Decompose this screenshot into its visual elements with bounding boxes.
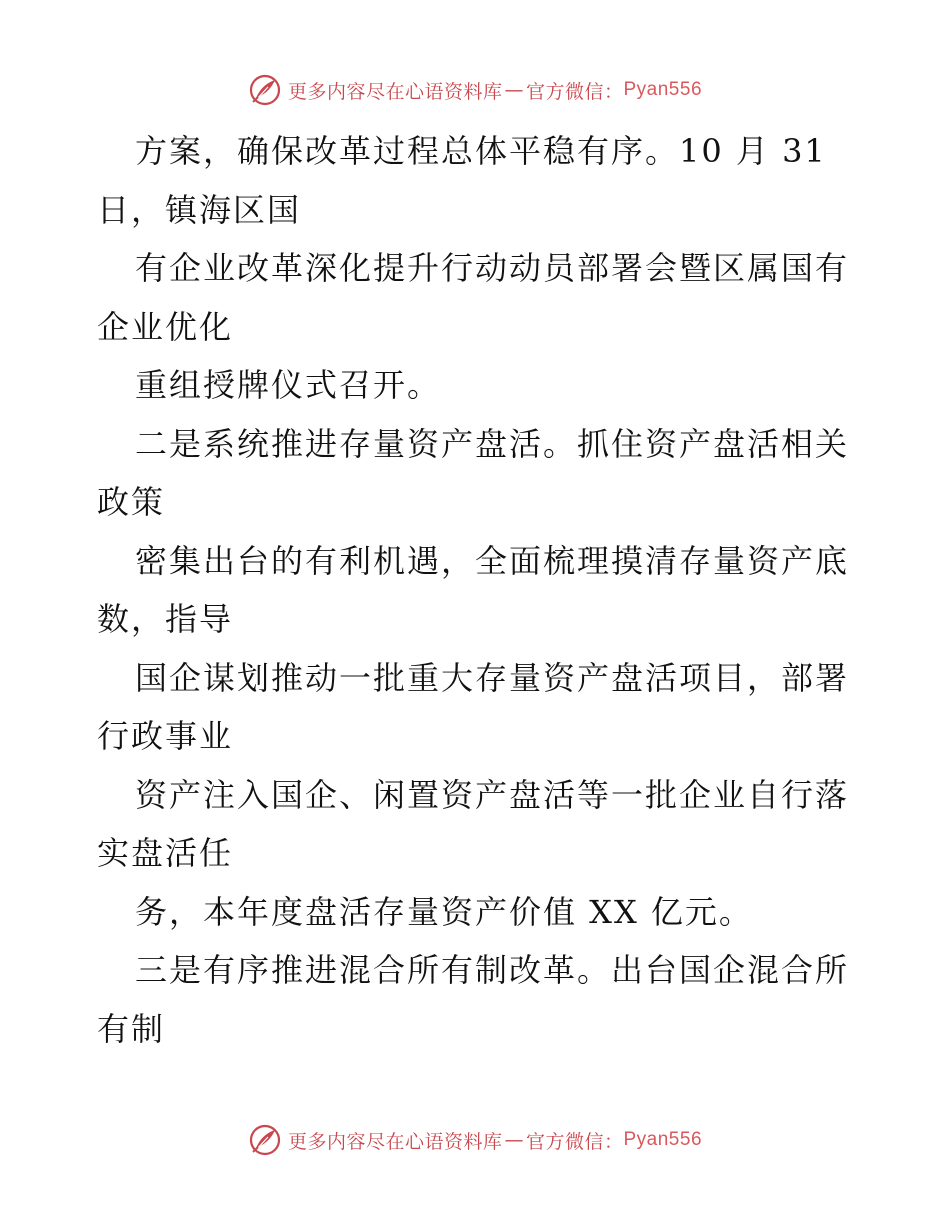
footer-watermark — [0, 1120, 950, 1160]
quill-logo-icon — [248, 73, 282, 107]
watermark-wechat-label: 官方微信： — [525, 80, 624, 103]
watermark-dash: — — [504, 1129, 524, 1151]
text-line: 务，本年度盘活存量资产价值 XX 亿元。 — [135, 892, 753, 931]
text-line: 三是有序推进混合所有制改革。出台国企混合所 — [135, 951, 850, 989]
text-line: 日，镇海区国 — [97, 190, 302, 229]
text-line: 数，指导 — [97, 600, 234, 638]
text-line: 行政事业 — [97, 717, 234, 755]
text-line: 资产注入国企、闲置资产盘活等一批企业自行落 — [135, 775, 850, 814]
text-line: 实盘活任 — [97, 834, 234, 872]
text-line: 企业优化 — [97, 307, 234, 346]
watermark-wechat-id: Pyan556 — [623, 79, 703, 100]
watermark-wechat-id: Pyan556 — [623, 1129, 703, 1150]
watermark-site-text: 更多内容尽在心语资料库 — [287, 80, 503, 103]
text-line: 有制 — [97, 1009, 166, 1048]
text-line: 方案，确保改革过程总体平稳有序。10 月 31 — [135, 132, 827, 170]
watermark-site-text: 更多内容尽在心语资料库 — [287, 1130, 503, 1153]
text-line: 重组授牌仪式召开。 — [135, 366, 442, 404]
text-line: 政策 — [97, 483, 166, 521]
watermark-wechat-label: 官方微信： — [525, 1130, 624, 1153]
text-line: 密集出台的有利机遇，全面梳理摸清存量资产底 — [135, 541, 850, 580]
text-line: 有企业改革深化提升行动动员部署会暨区属国有 — [135, 249, 850, 287]
text-line: 二是系统推进存量资产盘活。抓住资产盘活相关 — [135, 424, 850, 463]
watermark-dash: — — [504, 79, 524, 101]
document-body — [97, 122, 857, 1058]
text-line: 国企谋划推动一批重大存量资产盘活项目，部署 — [135, 658, 850, 697]
quill-logo-icon — [248, 1123, 282, 1157]
header-watermark — [0, 70, 950, 110]
